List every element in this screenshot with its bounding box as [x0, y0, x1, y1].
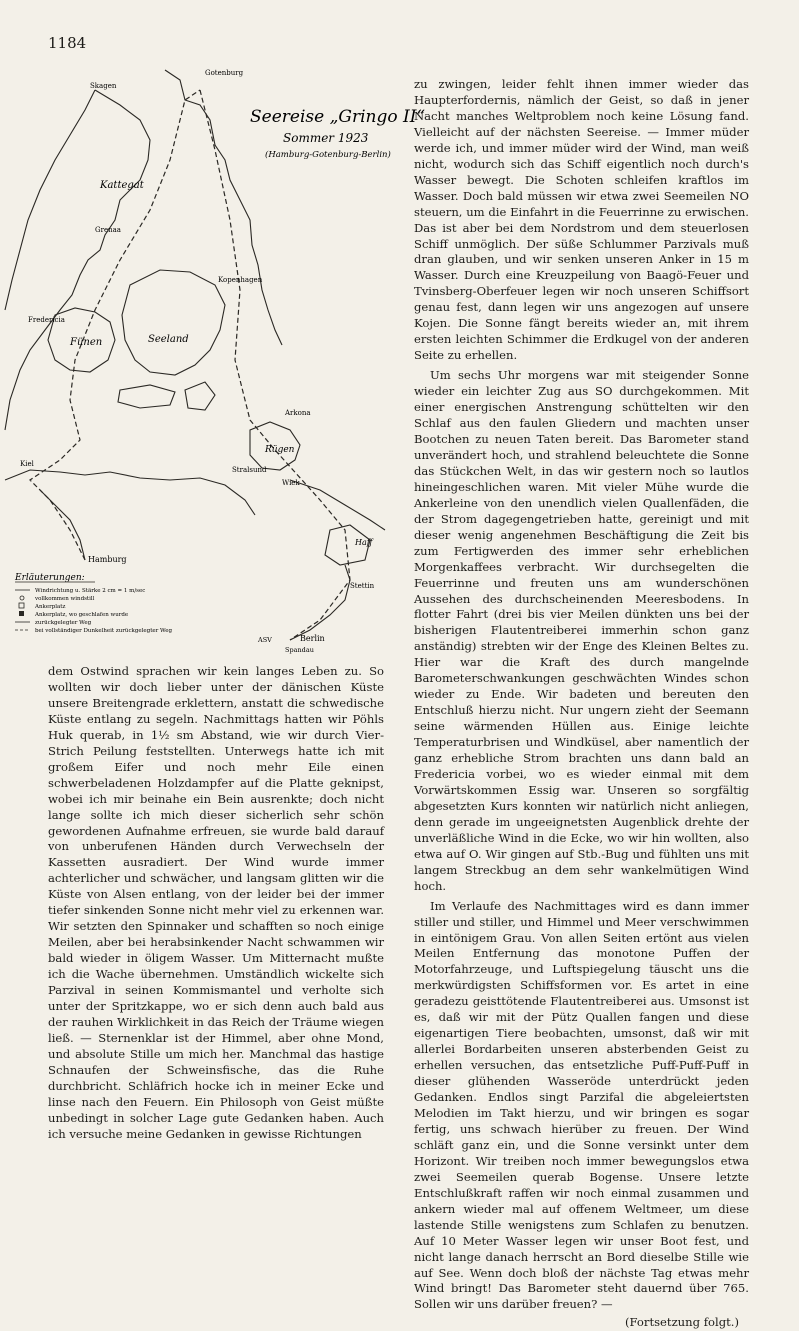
map-subtitle: Sommer 1923: [283, 131, 369, 145]
label-kattegat: Kattegat: [100, 180, 144, 191]
label-asv: ASV: [258, 636, 272, 644]
label-hamburg: Hamburg: [88, 555, 127, 564]
label-stralsund: Stralsund: [232, 466, 267, 474]
label-kopenhagen: Kopenhagen: [218, 276, 263, 284]
calm-icon: [20, 596, 24, 600]
legend-title: Erläuterungen:: [15, 573, 85, 583]
continuation-note: (Fortsetzung folgt.): [624, 1315, 739, 1330]
paragraph: dem Ostwind sprachen wir kein langes Leben zu. So wollten wir doch lieber unter der dänischen Küste unsere Breitengrade erklettern, anstatt die schwedische Küste entlang zu segeln. Nachmittags hatten wir Pöhls Huk querab, in 1½ sm Abstand, wie wir durch Vier-Strich Peilung feststellten. Unterwegs hatte ich mit großem Eifer und noch mehr Eile einen schwerbeladenen Holzdampfer auf die Platte geknipst, wobei ich mir beinahe ein Bein ausrenkte; doch nicht lange sollte ich mich dieser sicherlich sehr schön gewordenen Aufnahme erfreuen, sie wurde bald darauf von unberufenen Händen durch Verwechseln der Kassetten ausradiert. Der Wind wurde immer achterlicher und schwächer, und langsam glitten wir die Küste von Alsen entlang, von der leider bei der immer tiefer sinkenden Sonne nicht mehr viel zu erkennen war. Wir setzten den Spinnaker und schafften so noch einige Meilen, aber bei herabsinkender Nacht schwammen wir bald wieder in öligem Wasser. Um Mitternacht mußte ich die Wache übernehmen. Umständlich wickelte sich Parzival in seinen Kommismantel und verholte sich unter der Spritzkappe, wo er sich denn auch bald aus der rauhen Wirklichkeit in das Reich der Träume wiegen ließ. — Sternenklar ist der Himmel, aber ohne Mond, und absolute Stille um mich her. Manchmal das hastige Schnaufen der Schweinsfische, das die Ruhe durchbricht. Schläfrich hocke ich in meiner Ecke und linse nach den Feuern. Ein Philosoph von Geist müßte unbedingt in solcher Lage gute Gedanken haben. Auch ich versuche meine Gedanken in gewisse Richtungen: [48, 664, 384, 1141]
legend-item: Ankerplatz, wo geschlafen wurde: [35, 612, 129, 618]
label-haff: Haff: [355, 538, 373, 547]
label-grenaa: Grenaa: [95, 226, 121, 234]
label-spandau: Spandau: [285, 646, 314, 654]
label-kiel: Kiel: [20, 460, 34, 468]
paragraph: zu zwingen, leider fehlt ihnen immer wieder das Haupterfordernis, nämlich der Geist, so daß in jener Nacht manches Weltproblem noch keine Lösung fand. Vielleicht auf der nächsten Seereise. — Immer müder werde ich, und immer müder wird der Wind, man weiß nicht, wodurch sich das Schiff eigentlich noch durch's Wasser bewegt. Die Schoten schleifen kraftlos im Wasser. Doch bald müssen wir etwa zwei Seemeilen NO steuern, um die Einfahrt in die Feuerrinne zu erwischen. Das ist aber bei dem Nordstrom und dem steuerlosen Schiff unmöglich. Der süße Schlummer Parzivals muß dran glauben, und wir senken unseren Anker in 15 m Wasser. Durch eine Kreuzpeilung von Baagö-Feuer und Tvinsberg-Oberfeuer legen wir noch unseren Schiffsort genau fest, dann legen wir uns angezogen auf unsere Kojen. Die Sonne fängt bereits wieder an, mit ihrem ersten leichten Schimmer die Erdkugel von der anderen Seite zu erhellen.: [414, 77, 749, 363]
label-rugen: Rügen: [265, 445, 295, 455]
paragraph: Um sechs Uhr morgens war mit steigender Sonne wieder ein leichter Zug aus SO durchgekommen. Mit einer energischen Anstrengung schüttelten wir den Schlaf aus den faulen Gliedern und machten unser Bootchen zu neuen Taten bereit. Das Barometer stand unverändert hoch, und strahlend beleuchtete die Sonne das Stückchen Welt, in das wir gestern noch so lautlos hineingeschlichen waren. Mit vieler Mühe wurde die Ankerleine von den unendlich vielen Quallenfäden, die der Strom dagegengetrieben hatte, gereinigt und mit dieser wenig angenehmen Beschäftigung die Zeit bis zum Fertigwerden des immer sehr erheblichen Morgenkaffees verbracht. Wir durchsegelten die Feuerrinne und freuten uns am wunderschönen Aussehen des durchscheinenden Meeresbodens. In flotter Fahrt (drei bis vier Meilen dünkten uns bei der bisherigen Flautentreiberei immerhin schon ganz anständig) strebten wir der Enge des Kleinen Beltes zu. Hier war die Kraft des durch mangelnde Barometerschwankungen geschwächten Windes schon wieder zu Ende. Wir badeten und bereuten den Entschluß hierzu nicht. Nur ungern zieht der Seemann seine wärmenden Hüllen aus. Einige leichte Temperaturbrisen und Windküsel, aber namentlich der ganz erhebliche Strom brachten uns dann bald an Fredericia vorbei, wo es wieder einmal mit dem Vorwärtskommen Essig war. Unseren so sorgfältig abgesetzten Kurs konnten wir natürlich nicht anliegen, denn gerade im ungeeignetsten Augenblick drehte der unverläßliche Wind in die Ecke, wo wir hin wollten, also etwa auf O. Wir gingen auf Stb.-Bug und fühlten uns mit langem Streckbug an dem sehr wankelmütigen Wind hoch.: [414, 368, 749, 893]
label-stettin: Stettin: [350, 582, 375, 590]
label-gotenburg: Gotenburg: [205, 69, 244, 77]
label-seeland: Seeland: [148, 334, 189, 345]
legend-item: vollkommen windstill: [35, 596, 95, 602]
left-column: [48, 664, 384, 1143]
route-line: [30, 90, 350, 640]
anchor-sleep-icon: [19, 611, 24, 616]
label-wiek: Wiek: [282, 479, 300, 487]
map-title: Seereise „Gringo II“: [250, 107, 426, 127]
legend-item: zurückgelegter Weg: [35, 620, 92, 626]
label-funen: Fünen: [70, 337, 103, 348]
anchor-icon: [19, 603, 24, 608]
legend-item: Windrichtung u. Stärke 2 cm = 1 m/sec: [35, 588, 146, 594]
map-route: (Hamburg-Gotenburg-Berlin): [265, 150, 391, 160]
page-number: 1184: [48, 34, 87, 52]
label-arkona: Arkona: [285, 409, 311, 417]
paragraph: Im Verlaufe des Nachmittages wird es dann immer stiller und stiller, und Himmel und Meer verschwimmen in eintönigem Grau. Von allen Seiten ertönt aus vielen Meilen Entfernung das monotone Puffen der Motorfahrzeuge, und Luftspiegelung täuscht uns die merkwürdigsten Schiffsformen vor. Es artet in eine geradezu geisttötende Flautentreiberei aus. Umsonst ist es, daß wir mit der Pütz Quallen fangen und diese eigenartigen Tiere beobachten, umsonst, daß wir mit allerlei Bordarbeiten unseren absterbenden Geist zu erhellen versuchen, das entsetzliche Puff-Puff-Puff in dieser glühenden Wasseröde unterdrückt jeden Gedanken. Endlos singt Parzifal die abgeleiertsten Melodien im Takt hierzu, und wir bringen es sogar fertig, uns schwach hierüber zu freuen. Der Wind schläft ganz ein, und die Sonne versinkt unter dem Horizont. Wir treiben noch immer bewegungslos etwa zwei Seemeilen querab Bogense. Unsere letzte Entschlußkraft raffen wir noch einmal zusammen und ankern wieder mal auf offenem Weltmeer, um diese lastende Stille wenigstens zum Schlafen zu benutzen. Auf 10 Meter Wasser legen wir unser Boot fest, und nicht lange danach herrscht an Bord dieselbe Stille wie auf See. Wenn doch bloß der nächste Tag etwas mehr Wind bringt! Das Barometer steht dauernd über 765. Sollen wir uns darüber freuen? —: [414, 898, 749, 1312]
legend-item: bei vollständiger Dunkelheit zurückgelegter Weg: [35, 628, 173, 634]
label-skagen: Skagen: [90, 82, 117, 90]
right-column: [414, 77, 749, 1331]
label-fredericia: Fredericia: [28, 316, 65, 324]
sailing-route-map: [0, 60, 426, 660]
map-legend: [14, 573, 172, 634]
label-berlin: Berlin: [300, 634, 325, 643]
legend-item: Ankerplatz: [35, 604, 66, 610]
